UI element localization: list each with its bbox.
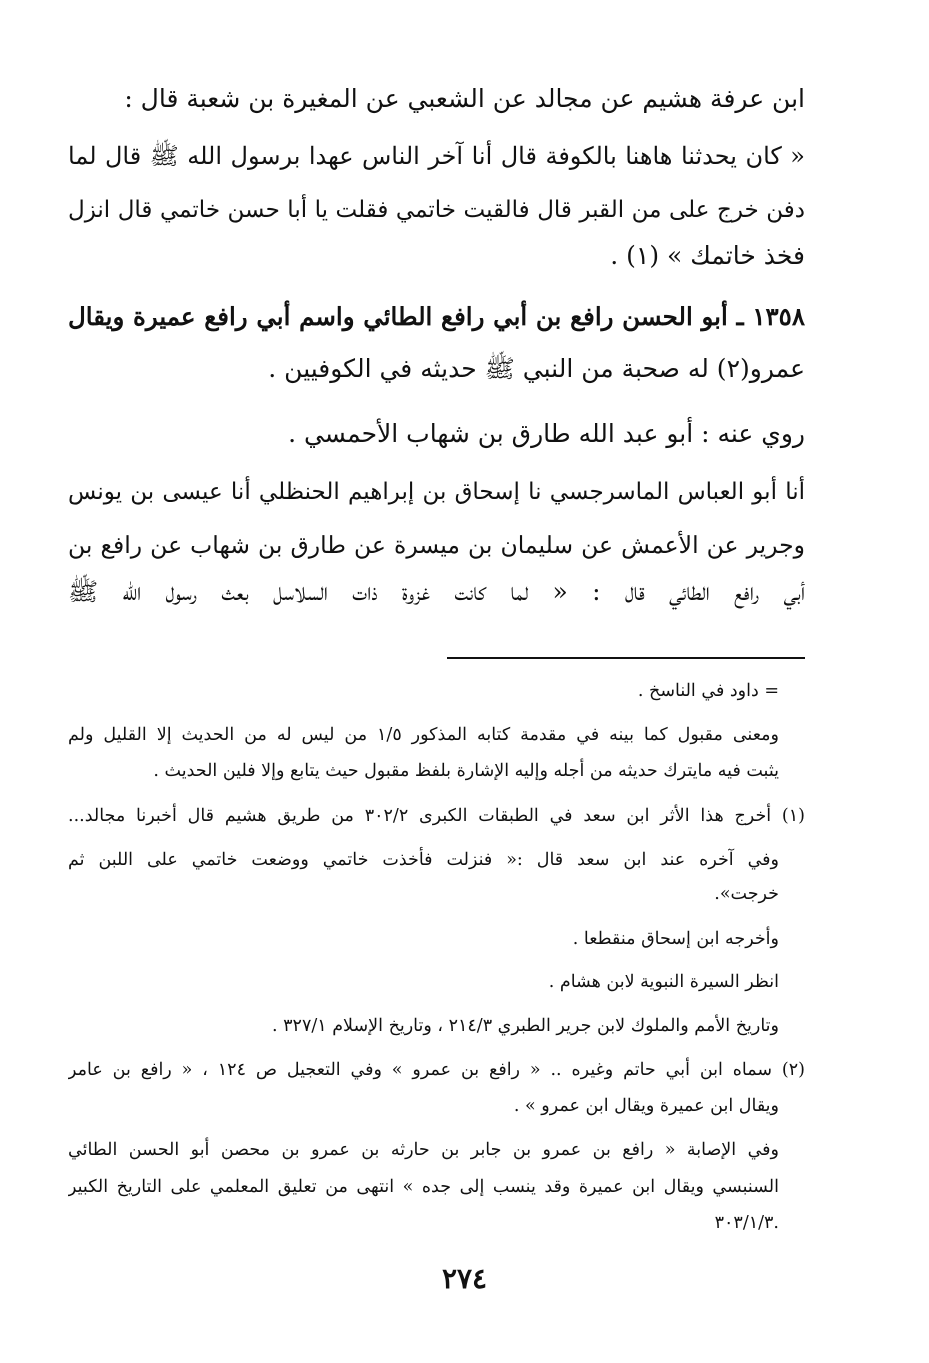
body-line-8: أنا أبو العباس الماسرجسي نا إسحاق بن إبراهيم الحنظلي أنا عيسى بن يونس xyxy=(68,479,805,505)
footnote-line-13: السنبسي ويقال ابن عميرة وقد ينسب إلى جده » انتهى من تعليق المعلمي على التاريخ الكبير xyxy=(68,1177,779,1197)
footnote-line-7: وأخرجه ابن إسحاق منقطعا . xyxy=(572,929,779,949)
page-number: ٢٧٤ xyxy=(441,1262,488,1295)
footnote-line-14: ٣٠٣/١/٣. xyxy=(714,1213,779,1233)
body-line-4: فخذ خاتمك » (١) . xyxy=(610,241,805,270)
footnote-line-8: انظر السيرة النبوية لابن هشام . xyxy=(548,972,779,992)
footnote-separator xyxy=(447,657,805,659)
footnote-line-11: ويقال ابن عميرة ويقال ابن عمرو » . xyxy=(513,1096,779,1116)
body-line-7: روي عنه : أبو عبد الله طارق بن شهاب الأحمسي . xyxy=(288,419,805,448)
footnote-line-5: وفي آخره عند ابن سعد قال :« فنزلت فأخذت خاتمي ووضعت خاتمي على اللبن ثم xyxy=(68,850,779,870)
body-line-1: ابن عرفة هشيم عن مجالد عن الشعبي عن المغيرة بن شعبة قال : xyxy=(124,84,805,113)
entry-heading-1358: ١٣٥٨ ـ أبو الحسن رافع بن أبي رافع الطائي واسم أبي رافع عميرة ويقال xyxy=(68,302,805,331)
body-line-2: « كان يحدثنا هاهنا بالكوفة قال أنا آخر الناس عهدا برسول الله ﷺ قال لما xyxy=(68,142,805,170)
footnote-line-3: يثبت فيه مايترك حديثه من أجله وإليه الإشارة بلفظ مقبول حيث يتابع وإلا فلين الحديث . xyxy=(153,761,779,781)
footnote-line-4: (١) أخرج هذا الأثر ابن سعد في الطبقات الكبرى ٣٠٢/٢ من طريق هشيم قال أخبرنا مجالد... xyxy=(68,806,805,826)
footnote-line-6: خرجت». xyxy=(714,884,779,904)
footnote-line-12: وفي الإصابة « رافع بن عمرو بن جابر بن حارثه بن عمرو بن محصن أبو الحسن الطائي xyxy=(68,1140,779,1160)
body-line-10: أبي رافع الطائي قال : « لما كانت غزوة ذات السلاسل بعث رسول الله ﷺ xyxy=(68,577,805,606)
body-line-3: دفن خرج على من القبر قال فالقيت خاتمي فقلت يا أبا حسن خاتمي قال انزل xyxy=(68,197,805,223)
footnote-line-2: ومعنى مقبول كما بينه في مقدمة كتابه المذكور ١/٥ من ليس له من الحديث إلا القليل ولم xyxy=(68,725,779,745)
footnote-line-1: = داود في الناسخ . xyxy=(637,681,779,701)
body-line-6: عمرو(٢) له صحبة من النبي ﷺ حديثه في الكوفيين . xyxy=(268,354,805,383)
footnote-line-9: وتاريخ الأمم والملوك لابن جرير الطبري ٢١٤/٣ ، وتاريخ الإسلام ٣٢٧/١ . xyxy=(272,1016,779,1036)
footnote-line-10: (٢) سماه ابن أبي حاتم وغيره .. « رافع بن عمرو » وفي التعجيل ص ١٢٤ ، « رافع بن عامر xyxy=(68,1060,805,1080)
body-line-9: وجرير عن الأعمش عن سليمان بن ميسرة عن طارق بن شهاب عن رافع بن xyxy=(68,531,805,559)
